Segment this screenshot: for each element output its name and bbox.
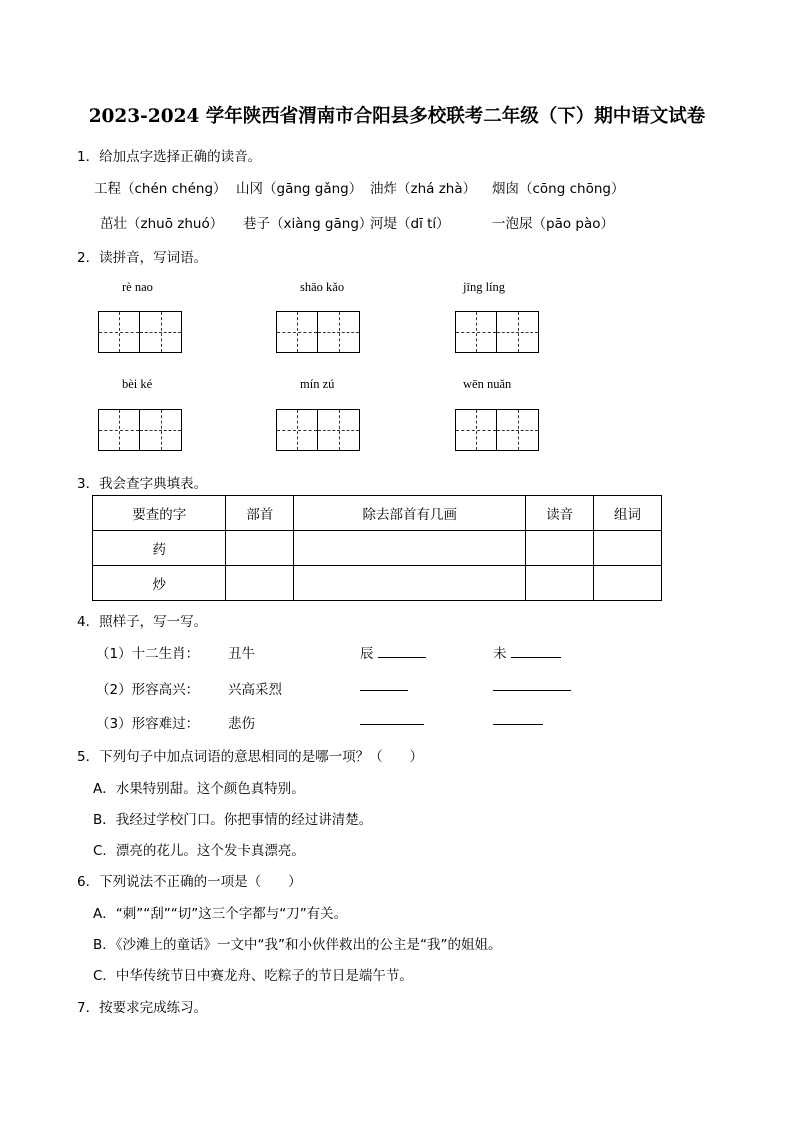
table-cell-blank[interactable] bbox=[226, 566, 294, 601]
q6-option-a[interactable]: A．“刺”“刮”“切”这三个字都与“刀”有关。 bbox=[93, 906, 348, 922]
q1-item: 一泡尿（pāo pào） bbox=[492, 216, 614, 232]
table-cell-blank[interactable] bbox=[594, 566, 662, 601]
q4-fill-b bbox=[493, 642, 561, 662]
q1-item: 油炸（zhá zhà） bbox=[370, 181, 477, 197]
tianzi-grid[interactable] bbox=[98, 409, 182, 451]
pinyin-label: shāo kǎo bbox=[300, 280, 345, 294]
q6-option-c[interactable]: C．中华传统节日中赛龙舟、吃粽子的节日是端午节。 bbox=[93, 968, 413, 984]
q5-option-a[interactable]: A．水果特别甜。这个颜色真特别。 bbox=[93, 781, 305, 797]
table-cell-blank[interactable] bbox=[594, 531, 662, 566]
q4-example: 悲伤 bbox=[228, 716, 255, 732]
table-row bbox=[93, 531, 662, 566]
q1-item: 茁壮（zhuō zhuó） bbox=[100, 216, 224, 232]
dictionary-table bbox=[92, 495, 662, 601]
pinyin-label: wēn nuǎn bbox=[463, 377, 512, 391]
table-header: 除去部首有几画 bbox=[294, 496, 526, 531]
tianzi-grid[interactable] bbox=[276, 409, 360, 451]
q6-option-b[interactable]: B．《沙滩上的童话》一文中“我”和小伙伴救出的公主是“我”的姐姐。 bbox=[93, 937, 502, 953]
answer-blank[interactable] bbox=[493, 678, 571, 691]
pinyin-label: bèi ké bbox=[122, 377, 153, 391]
pinyin-label: jīng líng bbox=[463, 280, 506, 294]
q1-item: 烟囱（cōng chōng） bbox=[492, 181, 625, 197]
question-7-stem: 7．按要求完成练习。 bbox=[77, 1000, 208, 1016]
table-cell-blank[interactable] bbox=[226, 531, 294, 566]
table-row bbox=[93, 566, 662, 601]
answer-blank[interactable] bbox=[493, 712, 543, 725]
question-2-stem: 2．读拼音，写词语。 bbox=[77, 250, 208, 266]
q4-fill-b bbox=[493, 712, 543, 729]
q1-item: 河堤（dī tí） bbox=[370, 216, 450, 232]
q5-option-b[interactable]: B．我经过学校门口。你把事情的经过讲清楚。 bbox=[93, 812, 373, 828]
table-cell-blank[interactable] bbox=[294, 531, 526, 566]
table-cell-char: 药 bbox=[93, 531, 226, 566]
table-cell-char: 炒 bbox=[93, 566, 226, 601]
question-1-stem: 1．给加点字选择正确的读音。 bbox=[77, 149, 262, 165]
q4-example: 兴高采烈 bbox=[228, 682, 282, 698]
tianzi-grid[interactable] bbox=[276, 311, 360, 353]
tianzi-grid[interactable] bbox=[455, 409, 539, 451]
q4-row-label: （2）形容高兴： bbox=[96, 682, 200, 698]
question-5-stem: 5．下列句子中加点词语的意思相同的是哪一项？（ ） bbox=[77, 749, 424, 765]
tianzi-grid[interactable] bbox=[98, 311, 182, 353]
table-header: 部首 bbox=[226, 496, 294, 531]
answer-blank[interactable] bbox=[378, 645, 426, 658]
q4-fill-a bbox=[360, 712, 424, 729]
q4-row-label: （1）十二生肖： bbox=[96, 646, 200, 662]
question-6-stem: 6．下列说法不正确的一项是（ ） bbox=[77, 874, 302, 890]
q4-example: 丑牛 bbox=[228, 646, 255, 662]
exam-title: 2023-2024 学年陕西省渭南市合阳县多校联考二年级（下）期中语文试卷 bbox=[88, 106, 706, 127]
tianzi-grid[interactable] bbox=[455, 311, 539, 353]
q1-item: 巷子（xiàng gāng） bbox=[243, 216, 373, 232]
q4-prefix: 辰 bbox=[360, 646, 374, 662]
q4-fill-a bbox=[360, 678, 408, 695]
q4-fill-b bbox=[493, 678, 571, 695]
answer-blank[interactable] bbox=[360, 678, 408, 691]
table-cell-blank[interactable] bbox=[526, 566, 594, 601]
question-4-stem: 4．照样子，写一写。 bbox=[77, 614, 208, 630]
pinyin-label: mín zú bbox=[300, 377, 335, 391]
table-header-row bbox=[93, 496, 662, 531]
q4-prefix: 未 bbox=[493, 646, 507, 662]
q1-item: 工程（chén chéng） bbox=[94, 181, 227, 197]
q5-option-c[interactable]: C．漂亮的花儿。这个发卡真漂亮。 bbox=[93, 843, 305, 859]
table-cell-blank[interactable] bbox=[294, 566, 526, 601]
q4-row-label: （3）形容难过： bbox=[96, 716, 200, 732]
answer-blank[interactable] bbox=[511, 645, 561, 658]
q1-item: 山冈（gāng gǎng） bbox=[236, 181, 363, 197]
answer-blank[interactable] bbox=[360, 712, 424, 725]
table-header: 要查的字 bbox=[93, 496, 226, 531]
table-header: 读音 bbox=[526, 496, 594, 531]
question-3-stem: 3．我会查字典填表。 bbox=[77, 476, 208, 492]
table-header: 组词 bbox=[594, 496, 662, 531]
table-cell-blank[interactable] bbox=[526, 531, 594, 566]
pinyin-label: rè nao bbox=[122, 280, 153, 294]
q4-fill-a bbox=[360, 642, 426, 662]
